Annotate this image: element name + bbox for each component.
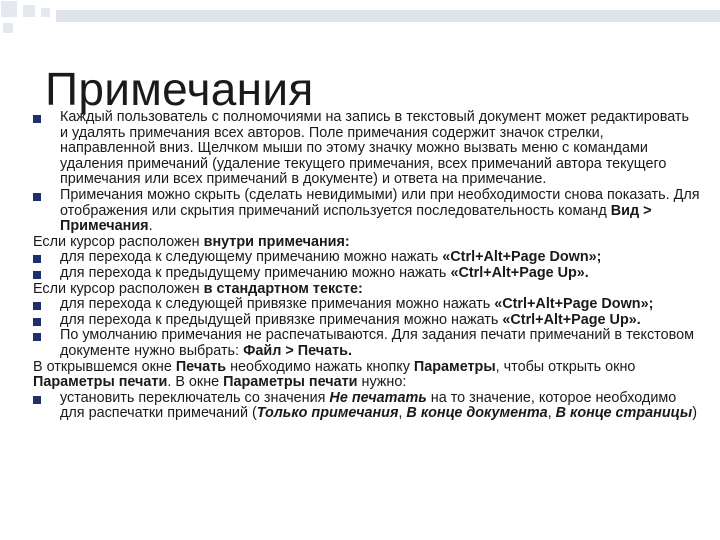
deco-square: [0, 0, 18, 18]
bullet-item: [33, 110, 701, 188]
text-run: Если курсор расположен: [33, 233, 204, 250]
bullet-item: [33, 250, 701, 266]
text-run: Параметры печати: [223, 374, 358, 391]
text-run: . В окне: [167, 374, 224, 391]
text-run: Не печатать: [329, 389, 427, 406]
bullet-item: [33, 328, 701, 359]
text-run: «Ctrl+Alt+Page Up».: [450, 264, 589, 281]
text-run: , чтобы открыть окно: [495, 358, 636, 375]
text-run: ,: [547, 405, 556, 422]
deco-square: [40, 7, 51, 18]
text-run: «Ctrl+Alt+Page Up».: [502, 311, 641, 328]
square-bullet-icon: [33, 396, 41, 404]
text-run: В открывшемся окне: [33, 358, 176, 375]
bullet-item: [33, 188, 701, 235]
square-bullet-icon: [33, 115, 41, 123]
text-run: для перехода к предыдущей привязке примечания можно нажать: [60, 311, 503, 328]
deco-square: [22, 4, 36, 18]
text-run: Параметры: [413, 358, 496, 375]
bullet-item: [33, 391, 701, 422]
text-run: По умолчанию примечания не распечатываются. Для задания печати примечаний в текстовом документе нужно выбрать:: [60, 327, 694, 359]
slide-body: [33, 110, 701, 422]
text-run: установить переключатель со значения: [60, 389, 330, 406]
deco-bar: [56, 10, 720, 22]
text-run: Каждый пользователь с полномочиями на запись в текстовый документ может редактировать и удалять примечания всех авторов. Поле примечания содержит значок стрелки, направленной вниз. Щелчком мыши по этому значку можно вызвать меню с командами удаления примечаний (удаление текущего примечания, всех примечаний автора текущего примечания или всех примечаний в документе) и ответа на примечание.: [60, 109, 689, 188]
square-bullet-icon: [33, 318, 41, 326]
header-decoration: [0, 0, 720, 40]
text-run: «Ctrl+Alt+Page Down»;: [442, 249, 602, 266]
text-run: внутри примечания:: [203, 233, 350, 250]
square-bullet-icon: [33, 302, 41, 310]
text-run: Примечания можно скрыть (сделать невидимыми) или при необходимости снова показать. Для отображения или скрытия примечаний используется последовательность команд: [60, 186, 700, 219]
paragraph: [33, 235, 701, 251]
text-run: для перехода к предыдущему примечанию можно нажать: [60, 264, 451, 281]
text-run: необходимо нажать кнопку: [226, 358, 414, 375]
text-run: Только примечания: [256, 405, 399, 422]
text-run: в стандартном тексте:: [203, 280, 363, 297]
text-run: для перехода к следующей привязке примечания можно нажать: [60, 296, 495, 313]
text-run: Файл > Печать.: [243, 342, 352, 359]
text-run: нужно:: [357, 374, 407, 391]
text-run: В конце страницы: [555, 405, 693, 422]
text-run: Если курсор расположен: [33, 280, 204, 297]
text-run: «Ctrl+Alt+Page Down»;: [494, 296, 654, 313]
text-run: Печать: [175, 358, 227, 375]
bullet-item: [33, 297, 701, 313]
text-run: .: [148, 218, 153, 235]
text-run: Вид > Примечания: [60, 202, 652, 235]
bullet-item: [33, 266, 701, 282]
text-run: на то значение, которое необходимо для распечатки примечаний (: [60, 389, 677, 422]
bullet-item: [33, 313, 701, 329]
text-run: Параметры печати: [33, 374, 168, 391]
text-run: ): [692, 405, 698, 422]
text-run: для перехода к следующему примечанию можно нажать: [60, 249, 443, 266]
slide-title: Примечания: [45, 63, 314, 115]
square-bullet-icon: [33, 271, 41, 279]
text-run: ,: [398, 405, 407, 422]
paragraph: [33, 282, 701, 298]
text-run: В конце документа: [406, 405, 548, 422]
square-bullet-icon: [33, 193, 41, 201]
paragraph: [33, 360, 701, 391]
square-bullet-icon: [33, 255, 41, 263]
square-bullet-icon: [33, 333, 41, 341]
deco-square: [2, 22, 14, 34]
